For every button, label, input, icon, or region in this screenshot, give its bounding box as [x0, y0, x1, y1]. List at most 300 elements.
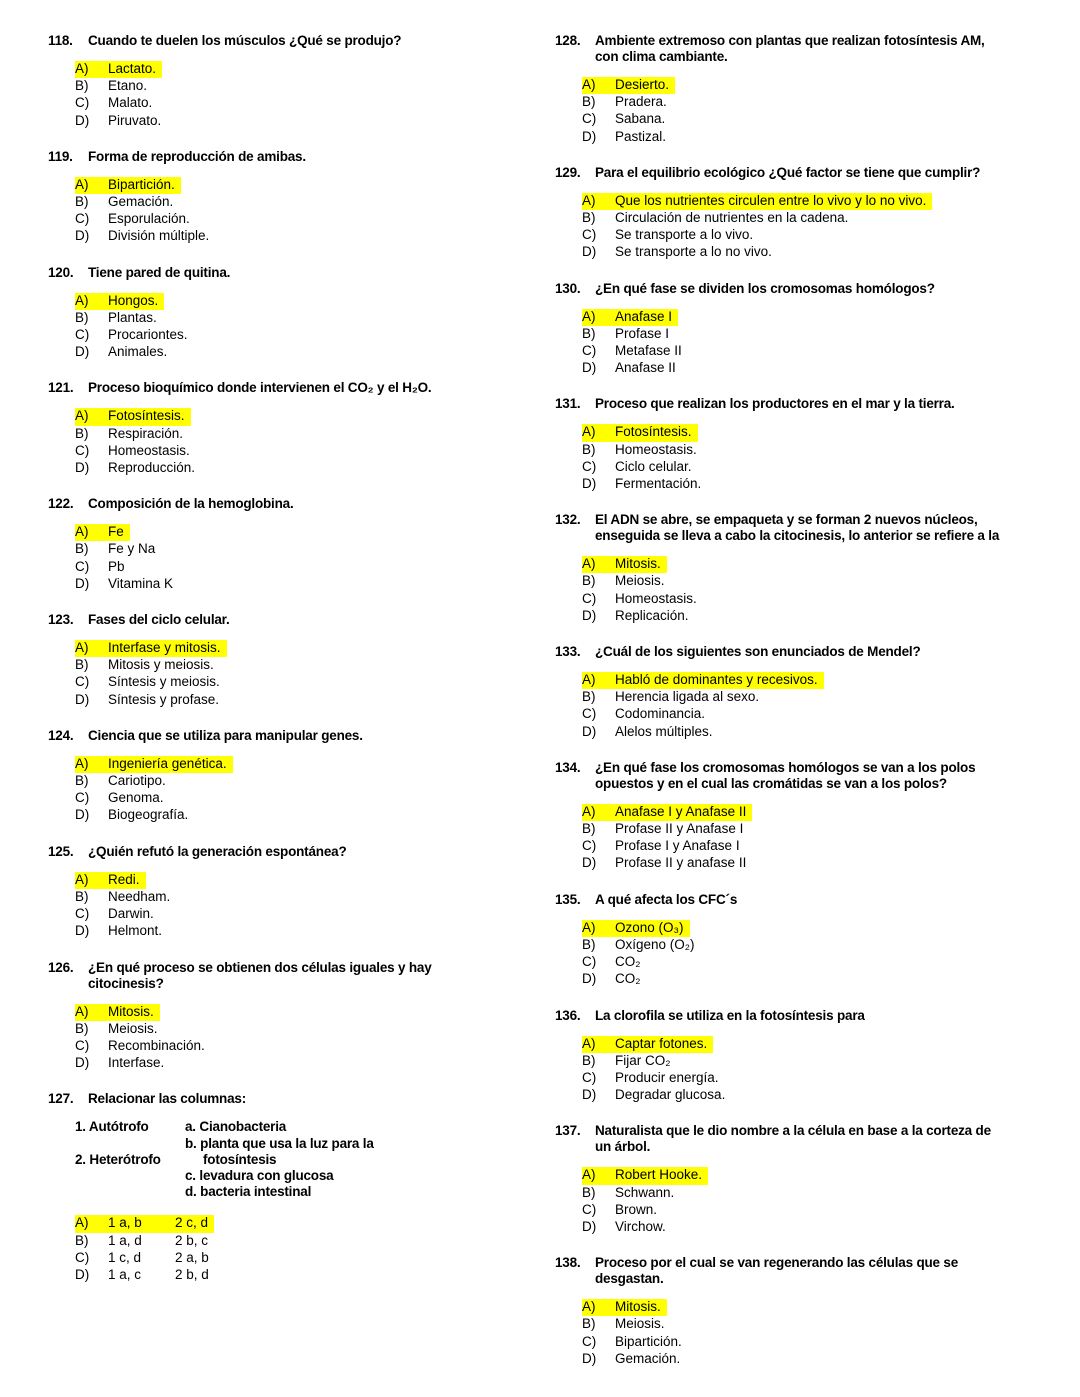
option-text: Fijar CO₂ — [615, 1052, 671, 1068]
answer-option — [582, 706, 711, 723]
answer-option — [75, 1038, 211, 1055]
question-132 — [555, 512, 1065, 625]
option-letter: C) — [75, 1037, 90, 1053]
question-text — [48, 844, 543, 860]
option-letter: D) — [582, 476, 597, 492]
option-126-B — [48, 1021, 543, 1038]
option-letter: A) — [582, 1299, 596, 1315]
option-letter: B) — [582, 821, 596, 837]
question-line — [555, 776, 1065, 792]
option-text: Hongos. — [108, 292, 159, 308]
option-letter: D) — [75, 228, 90, 244]
option-letter: A) — [75, 755, 89, 771]
option-letter: C) — [75, 211, 90, 227]
option-127-B — [48, 1233, 543, 1250]
option-123-C — [48, 674, 543, 691]
options-list — [555, 804, 1065, 873]
question-line — [555, 49, 1065, 65]
answer-option — [75, 1233, 214, 1250]
option-text: Profase I — [615, 325, 670, 341]
question-line — [555, 512, 1065, 528]
option-text: Fotosíntesis. — [108, 408, 185, 424]
option-letter: B) — [582, 94, 596, 110]
option-131-A — [555, 424, 1065, 441]
option-letter: B) — [582, 441, 596, 457]
option-letter: C) — [582, 227, 597, 243]
question-statement: enseguida se lleva a cabo la citocinesis, lo anterior se refiere a la — [595, 528, 1000, 544]
option-text: 1 c, d — [108, 1249, 142, 1265]
option-letter: D) — [582, 723, 597, 739]
option-letter: D) — [582, 128, 597, 144]
answer-option — [75, 906, 160, 923]
option-letter: B) — [582, 325, 596, 341]
highlighted-answer — [75, 524, 130, 541]
right-column — [555, 33, 1065, 1387]
option-letter: A) — [582, 1035, 596, 1051]
option-131-B — [555, 442, 1065, 459]
option-125-B — [48, 889, 543, 906]
question-number: 136. — [555, 1007, 581, 1023]
answer-option — [582, 459, 698, 476]
option-text: Alelos múltiples. — [615, 723, 713, 739]
option-letter: C) — [75, 442, 90, 458]
options-list — [555, 1036, 1065, 1105]
option-134-D — [555, 855, 1065, 872]
option-text: Homeostasis. — [615, 441, 697, 457]
question-statement: La clorofila se utiliza en la fotosíntesis para — [595, 1007, 865, 1023]
question-line — [555, 281, 1065, 297]
question-number: 119. — [48, 148, 73, 164]
option-letter: D) — [75, 807, 90, 823]
option-letter: B) — [75, 1020, 89, 1036]
option-138-C — [555, 1334, 1065, 1351]
option-129-D — [555, 244, 1065, 261]
option-letter: C) — [75, 558, 90, 574]
option-121-D — [48, 460, 543, 477]
question-text — [48, 496, 543, 512]
option-letter: D) — [582, 607, 597, 623]
option-letter: D) — [582, 971, 597, 987]
question-statement: Proceso que realizan los productores en el mar y la tierra. — [595, 396, 955, 412]
answer-option — [582, 94, 673, 111]
option-text: Fe y Na — [108, 541, 156, 557]
highlighted-answer — [582, 556, 667, 573]
option-text-second: 2 b, c — [175, 1232, 209, 1248]
question-text — [48, 149, 543, 165]
option-126-D — [48, 1055, 543, 1072]
option-text: Ingeniería genética. — [108, 755, 227, 771]
option-128-B — [555, 94, 1065, 111]
question-line — [555, 1271, 1065, 1287]
option-letter: B) — [582, 1316, 596, 1332]
option-text: 1 a, b — [108, 1215, 142, 1231]
answer-option — [582, 210, 854, 227]
answer-option — [75, 1055, 170, 1072]
option-136-B — [555, 1053, 1065, 1070]
option-letter: A) — [582, 556, 596, 572]
option-letter: A) — [75, 640, 89, 656]
question-statement: Proceso por el cual se van regenerando las células que se — [595, 1255, 959, 1271]
option-text: Interfase y mitosis. — [108, 640, 221, 656]
question-statement: desgastan. — [595, 1271, 664, 1287]
question-line — [48, 1091, 543, 1107]
option-121-C — [48, 443, 543, 460]
option-text: Anafase I y Anafase II — [615, 803, 747, 819]
option-132-C — [555, 591, 1065, 608]
option-120-C — [48, 327, 543, 344]
highlighted-answer — [75, 756, 233, 773]
question-126 — [48, 960, 543, 1073]
option-text: Bipartición. — [615, 1333, 682, 1349]
match-left-item: 2. Heterótrofo — [75, 1151, 161, 1167]
highlighted-answer — [75, 1004, 160, 1021]
option-138-B — [555, 1316, 1065, 1333]
option-text: Malato. — [108, 95, 153, 111]
answer-option — [75, 576, 179, 593]
option-137-A — [555, 1167, 1065, 1184]
answer-option — [582, 129, 672, 146]
question-136 — [555, 1008, 1065, 1105]
question-line — [48, 265, 543, 281]
question-text — [555, 165, 1065, 181]
highlighted-answer — [582, 1167, 708, 1184]
answer-option — [75, 692, 225, 709]
question-123 — [48, 612, 543, 709]
match-right-item: a. Cianobacteria — [185, 1119, 287, 1135]
option-text: Se transporte a lo no vivo. — [615, 244, 772, 260]
option-124-A — [48, 756, 543, 773]
answer-option — [582, 821, 749, 838]
question-text — [555, 1255, 1065, 1287]
match-right-item: b. planta que usa la luz para la — [185, 1135, 374, 1151]
question-statement: Proceso bioquímico donde intervienen el CO₂ y el H₂O. — [88, 380, 432, 396]
answer-option — [582, 1316, 671, 1333]
option-letter: C) — [582, 838, 597, 854]
answer-option — [75, 78, 153, 95]
answer-option — [582, 244, 778, 261]
question-statement: Relacionar las columnas: — [88, 1091, 247, 1107]
option-text: Mitosis. — [615, 1299, 661, 1315]
question-number: 135. — [555, 891, 581, 907]
question-text — [555, 33, 1065, 65]
question-number: 129. — [555, 164, 581, 180]
question-line — [48, 728, 543, 744]
answer-option — [582, 227, 759, 244]
question-statement: ¿En qué fase se dividen los cromosomas homólogos? — [595, 280, 935, 296]
question-line — [555, 644, 1065, 660]
option-123-A — [48, 640, 543, 657]
match-right-item: c. levadura con glucosa — [185, 1167, 334, 1183]
option-124-D — [48, 807, 543, 824]
question-125 — [48, 844, 543, 941]
option-letter: D) — [582, 1087, 597, 1103]
option-text: CO₂ — [615, 971, 641, 987]
option-text: Esporulación. — [108, 211, 190, 227]
option-133-D — [555, 724, 1065, 741]
option-text: Ozono (O₃) — [615, 919, 684, 935]
question-line — [555, 1139, 1065, 1155]
highlighted-answer — [582, 193, 932, 210]
question-number: 118. — [48, 33, 73, 48]
option-text: Darwin. — [108, 906, 154, 922]
question-statement: ¿En qué fase los cromosomas homólogos se van a los polos — [595, 759, 976, 775]
question-line — [48, 380, 543, 396]
option-text: Needham. — [108, 888, 171, 904]
option-text: Virchow. — [615, 1218, 666, 1234]
options-list — [48, 61, 543, 130]
answer-option — [75, 113, 167, 130]
answer-option — [582, 360, 682, 377]
option-123-B — [48, 657, 543, 674]
option-137-C — [555, 1202, 1065, 1219]
option-text: Profase I y Anafase I — [615, 838, 740, 854]
question-138 — [555, 1255, 1065, 1368]
question-121 — [48, 380, 543, 477]
question-statement: Naturalista que le dio nombre a la célula en base a la corteza de — [595, 1123, 991, 1139]
question-text — [48, 265, 543, 281]
question-line — [48, 844, 543, 860]
match-left-item — [75, 1136, 185, 1152]
option-text: Gemación. — [615, 1350, 681, 1366]
answer-option — [75, 657, 220, 674]
option-letter: C) — [582, 111, 597, 127]
option-text: Meiosis. — [108, 1020, 158, 1036]
option-letter: D) — [75, 112, 90, 128]
option-letter: A) — [75, 1003, 89, 1019]
question-statement: Fases del ciclo celular. — [88, 612, 230, 628]
option-text: Profase II y Anafase I — [615, 821, 744, 837]
question-number: 137. — [555, 1123, 581, 1139]
option-text: Degradar glucosa. — [615, 1087, 726, 1103]
option-letter: A) — [582, 424, 596, 440]
option-129-C — [555, 227, 1065, 244]
option-132-A — [555, 556, 1065, 573]
option-letter: B) — [75, 657, 89, 673]
match-row — [75, 1184, 543, 1200]
question-number: 124. — [48, 727, 74, 743]
question-line — [555, 1008, 1065, 1024]
option-letter: B) — [582, 1184, 596, 1200]
option-137-D — [555, 1219, 1065, 1236]
option-letter: D) — [75, 1266, 90, 1282]
option-text: Codominancia. — [615, 706, 706, 722]
question-text — [48, 728, 543, 744]
question-statement: El ADN se abre, se empaqueta y se forman 2 nuevos núcleos, — [595, 512, 978, 528]
options-list — [48, 1215, 543, 1284]
question-statement: Composición de la hemoglobina. — [88, 496, 294, 512]
option-text: Mitosis. — [108, 1003, 154, 1019]
option-text: Anafase II — [615, 360, 676, 376]
option-letter: C) — [582, 458, 597, 474]
answer-option — [582, 1351, 686, 1368]
option-129-A — [555, 193, 1065, 210]
question-statement: Ambiente extremoso con plantas que realizan fotosíntesis AM, — [595, 33, 985, 48]
match-row — [75, 1119, 543, 1135]
option-119-A — [48, 177, 543, 194]
question-statement: con clima cambiante. — [595, 49, 728, 64]
option-letter: A) — [582, 308, 596, 324]
option-130-B — [555, 326, 1065, 343]
question-133 — [555, 644, 1065, 741]
question-text — [555, 396, 1065, 412]
option-text: División múltiple. — [108, 228, 210, 244]
option-text-second: 2 c, d — [175, 1215, 209, 1231]
match-left-item: 1. Autótrofo — [75, 1119, 149, 1135]
option-letter: A) — [582, 672, 596, 688]
answer-option — [75, 460, 201, 477]
question-statement: Forma de reproducción de amibas. — [88, 148, 306, 164]
option-letter: B) — [582, 936, 596, 952]
option-letter: D) — [582, 1350, 597, 1366]
answer-option — [582, 1070, 725, 1087]
answer-option — [75, 889, 176, 906]
option-132-B — [555, 573, 1065, 590]
option-letter: B) — [75, 425, 89, 441]
matching-columns — [48, 1119, 543, 1200]
option-text: Fe — [108, 524, 124, 540]
option-118-D — [48, 113, 543, 130]
question-124 — [48, 728, 543, 825]
option-letter: C) — [582, 590, 597, 606]
highlighted-answer — [75, 640, 227, 657]
highlighted-answer — [582, 309, 678, 326]
answer-option — [75, 923, 168, 940]
option-text: Herencia ligada al sexo. — [615, 689, 760, 705]
option-letter: D) — [582, 360, 597, 376]
option-118-C — [48, 95, 543, 112]
question-text — [48, 380, 543, 396]
option-126-C — [48, 1038, 543, 1055]
question-number: 123. — [48, 612, 74, 628]
option-121-A — [48, 408, 543, 425]
question-120 — [48, 265, 543, 362]
option-119-D — [48, 228, 543, 245]
option-letter: A) — [75, 524, 89, 540]
option-letter: B) — [75, 773, 89, 789]
answer-option — [582, 111, 671, 128]
option-letter: A) — [582, 77, 596, 92]
answer-option — [75, 443, 196, 460]
options-list — [48, 524, 543, 593]
question-text — [555, 1008, 1065, 1024]
option-129-B — [555, 210, 1065, 227]
question-statement: Tiene pared de quitina. — [88, 264, 231, 280]
option-125-A — [48, 872, 543, 889]
option-130-D — [555, 360, 1065, 377]
option-119-B — [48, 194, 543, 211]
question-line — [48, 149, 543, 165]
option-text: Producir energía. — [615, 1069, 719, 1085]
option-letter: D) — [75, 1055, 90, 1071]
option-text: Schwann. — [615, 1184, 675, 1200]
option-letter: B) — [582, 689, 596, 705]
option-138-A — [555, 1299, 1065, 1316]
question-line — [555, 1255, 1065, 1271]
answer-option — [582, 838, 746, 855]
option-133-C — [555, 706, 1065, 723]
highlighted-answer — [75, 408, 191, 425]
answer-option — [582, 1087, 731, 1104]
answer-option — [582, 1334, 688, 1351]
option-120-B — [48, 310, 543, 327]
option-text-second: 2 b, d — [175, 1266, 209, 1282]
option-127-A — [48, 1215, 543, 1232]
option-118-B — [48, 78, 543, 95]
options-list — [555, 556, 1065, 625]
answer-option — [582, 343, 688, 360]
option-text: Síntesis y profase. — [108, 691, 220, 707]
answer-option — [75, 674, 226, 691]
answer-option — [582, 689, 765, 706]
option-137-B — [555, 1185, 1065, 1202]
option-letter: D) — [582, 855, 597, 871]
question-text — [48, 612, 543, 628]
question-119 — [48, 149, 543, 246]
options-list — [555, 193, 1065, 262]
option-text-second: 2 a, b — [175, 1249, 209, 1265]
option-letter: A) — [582, 1167, 596, 1183]
match-row — [75, 1168, 543, 1184]
question-text — [48, 960, 543, 992]
answer-option — [582, 954, 647, 971]
answer-option — [75, 807, 194, 824]
option-text: Sabana. — [615, 111, 666, 127]
question-statement: un árbol. — [595, 1139, 651, 1155]
answer-option — [75, 211, 196, 228]
option-text: Oxígeno (O₂) — [615, 936, 695, 952]
option-text: Homeostasis. — [615, 590, 697, 606]
highlighted-answer — [582, 672, 824, 689]
option-letter: B) — [582, 1052, 596, 1068]
option-letter: A) — [582, 192, 596, 208]
option-131-D — [555, 476, 1065, 493]
question-number: 121. — [48, 380, 74, 396]
question-number: 120. — [48, 264, 74, 280]
option-text: Genoma. — [108, 790, 164, 806]
option-letter: D) — [75, 344, 90, 360]
option-text: Desierto. — [615, 77, 670, 92]
question-118 — [48, 33, 543, 130]
option-text: Robert Hooke. — [615, 1167, 703, 1183]
option-text: Habló de dominantes y recesivos. — [615, 672, 818, 688]
option-130-C — [555, 343, 1065, 360]
option-135-A — [555, 920, 1065, 937]
question-statement: A qué afecta los CFC´s — [595, 891, 738, 907]
answer-option — [582, 591, 703, 608]
question-statement: citocinesis? — [88, 975, 164, 991]
option-letter: A) — [75, 292, 89, 308]
option-134-A — [555, 804, 1065, 821]
option-text: Procariontes. — [108, 327, 188, 343]
match-right-item: fotosíntesis — [203, 1151, 277, 1167]
question-131 — [555, 396, 1065, 493]
option-letter: B) — [75, 309, 89, 325]
option-letter: C) — [582, 1069, 597, 1085]
options-list — [555, 77, 1065, 146]
option-text: Que los nutrientes circulen entre lo vivo y lo no vivo. — [615, 192, 927, 208]
question-statement: ¿Quién refutó la generación espontánea? — [88, 843, 347, 859]
option-letter: C) — [582, 706, 597, 722]
option-123-D — [48, 692, 543, 709]
option-letter: D) — [75, 691, 90, 707]
highlighted-answer — [75, 177, 181, 194]
question-statement: Cuando te duelen los músculos ¿Qué se produjo? — [88, 33, 402, 48]
answer-option — [582, 476, 707, 493]
options-list — [555, 309, 1065, 378]
option-letter: C) — [75, 327, 90, 343]
question-line — [48, 612, 543, 628]
answer-option — [582, 1053, 677, 1070]
